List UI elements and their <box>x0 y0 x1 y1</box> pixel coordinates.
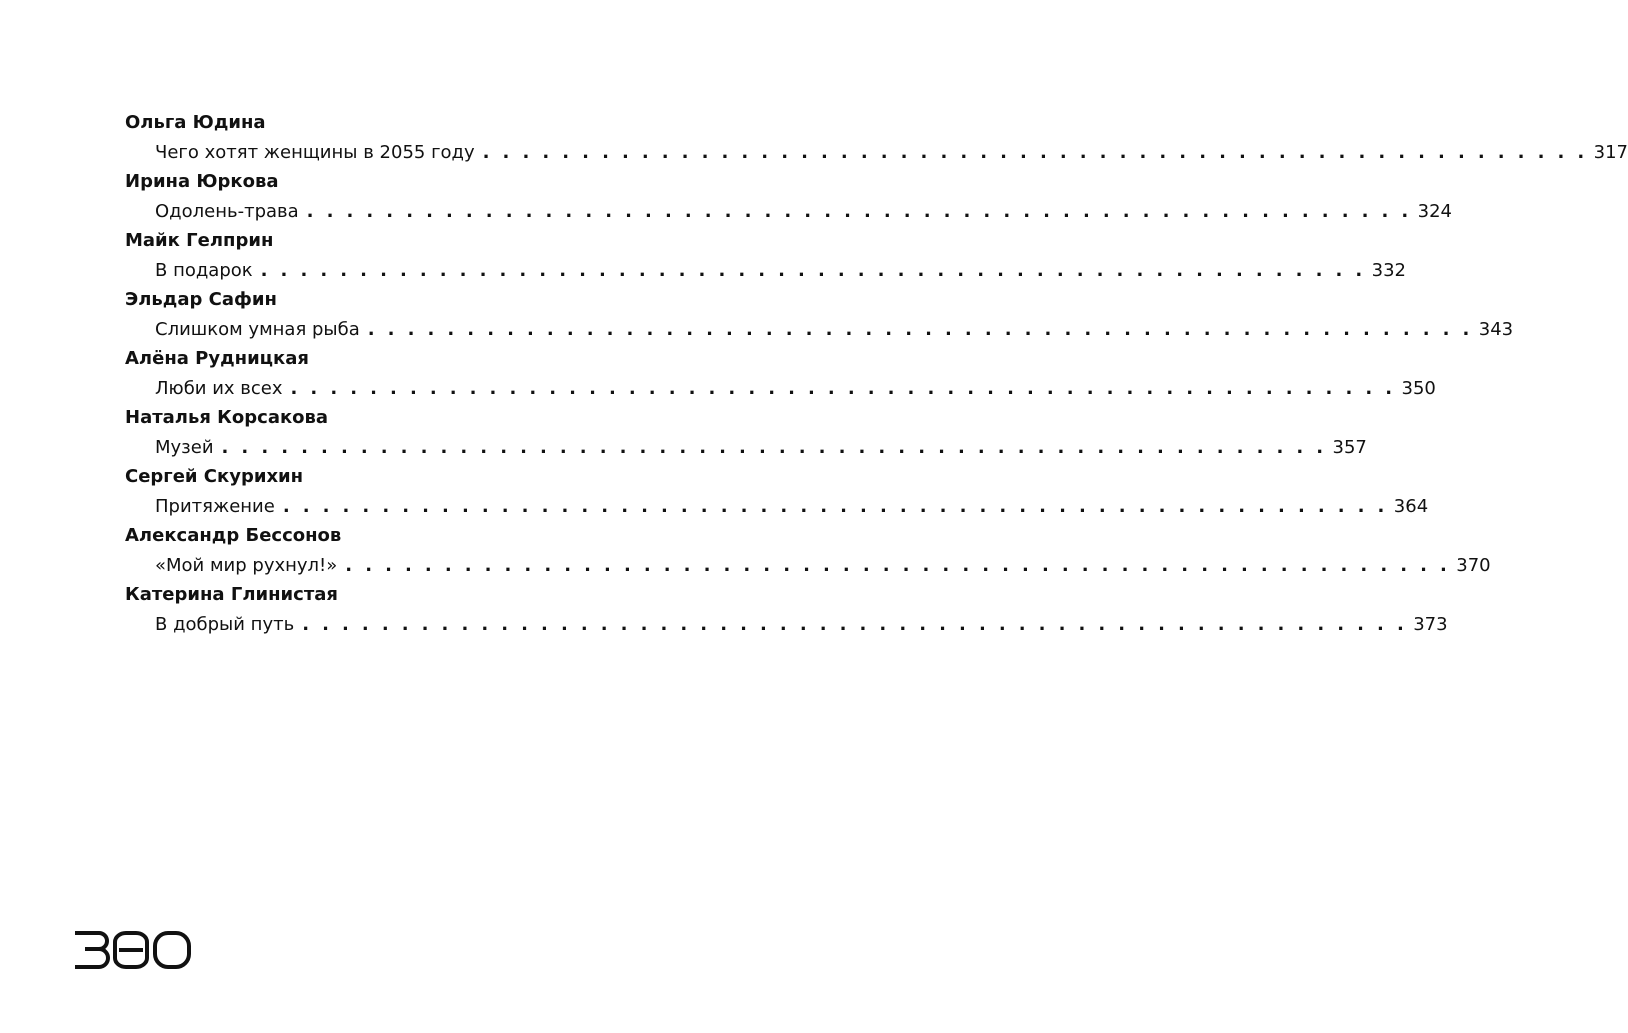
toc-author: Ирина Юркова <box>125 171 279 192</box>
toc-entry <box>125 551 1491 581</box>
toc-entry-title: Люби их всех <box>155 377 283 399</box>
folio-digit-0 <box>155 933 189 967</box>
toc-author: Майк Гелприн <box>125 230 274 251</box>
toc-page-number: 350 <box>1401 377 1436 399</box>
toc-author: Эльдар Сафин <box>125 289 277 310</box>
toc-page-number: 357 <box>1332 436 1367 458</box>
toc-page-number: 343 <box>1478 318 1514 340</box>
toc-author: Ольга Юдина <box>125 112 266 133</box>
dot-leader: . . . . . . . . . . . . . . . . . . . . . . . . . . . . . . . . . . . . . . . . . . . . . . . . . . . . . . . . <box>282 495 1388 517</box>
toc-page-number: 332 <box>1371 259 1406 281</box>
toc-page-number: 370 <box>1456 554 1491 576</box>
toc-page-number: 324 <box>1417 200 1453 222</box>
toc-entry <box>125 138 1628 168</box>
toc-entry-title: «Мой мир рухнул!» <box>155 554 338 576</box>
toc-entry-title: В подарок <box>155 259 253 281</box>
toc-entry <box>125 374 1436 404</box>
dot-leader: . . . . . . . . . . . . . . . . . . . . . . . . . . . . . . . . . . . . . . . . . . . . . . . . . . . . . . . . <box>345 554 1451 576</box>
toc-entry <box>125 197 1453 227</box>
toc-entry <box>125 256 1406 286</box>
toc-page-number: 373 <box>1413 613 1448 635</box>
dot-leader: . . . . . . . . . . . . . . . . . . . . . . . . . . . . . . . . . . . . . . . . . . . . . . . . . . . . . . . . <box>221 436 1327 458</box>
toc-author: Сергей Скурихин <box>125 466 304 487</box>
folio-digit-3 <box>75 933 108 967</box>
toc-author: Алёна Рудницкая <box>125 348 309 369</box>
toc-entry-title: Чего хотят женщины в 2055 году <box>155 141 475 163</box>
toc-page-number: 364 <box>1393 495 1429 517</box>
toc-page-number: 317 <box>1593 141 1628 163</box>
toc-entry-title: Музей <box>155 436 214 458</box>
toc-author: Александр Бессонов <box>125 525 342 546</box>
toc-entry-title: Слишком умная рыба <box>155 318 360 340</box>
dot-leader: . . . . . . . . . . . . . . . . . . . . . . . . . . . . . . . . . . . . . . . . . . . . . . . . . . . . . . . . <box>260 259 1366 281</box>
table-of-contents <box>125 108 1628 639</box>
dot-leader: . . . . . . . . . . . . . . . . . . . . . . . . . . . . . . . . . . . . . . . . . . . . . . . . . . . . . . . . <box>482 141 1588 163</box>
toc-entry <box>125 315 1514 345</box>
toc-entry <box>125 433 1367 463</box>
toc-entry-title: Одолень-трава <box>155 200 299 222</box>
page-number-folio <box>73 930 191 970</box>
dot-leader: . . . . . . . . . . . . . . . . . . . . . . . . . . . . . . . . . . . . . . . . . . . . . . . . . . . . . . . . <box>367 318 1473 340</box>
dot-leader: . . . . . . . . . . . . . . . . . . . . . . . . . . . . . . . . . . . . . . . . . . . . . . . . . . . . . . . . <box>302 613 1408 635</box>
toc-author: Наталья Корсакова <box>125 407 329 428</box>
toc-author: Катерина Глинистая <box>125 584 338 605</box>
dot-leader: . . . . . . . . . . . . . . . . . . . . . . . . . . . . . . . . . . . . . . . . . . . . . . . . . . . . . . . . <box>306 200 1412 222</box>
toc-entry <box>125 492 1429 522</box>
toc-entry-title: Притяжение <box>155 495 275 517</box>
toc-entry <box>125 610 1448 640</box>
dot-leader: . . . . . . . . . . . . . . . . . . . . . . . . . . . . . . . . . . . . . . . . . . . . . . . . . . . . . . . . <box>290 377 1396 399</box>
toc-entry-title: В добрый путь <box>155 613 295 635</box>
